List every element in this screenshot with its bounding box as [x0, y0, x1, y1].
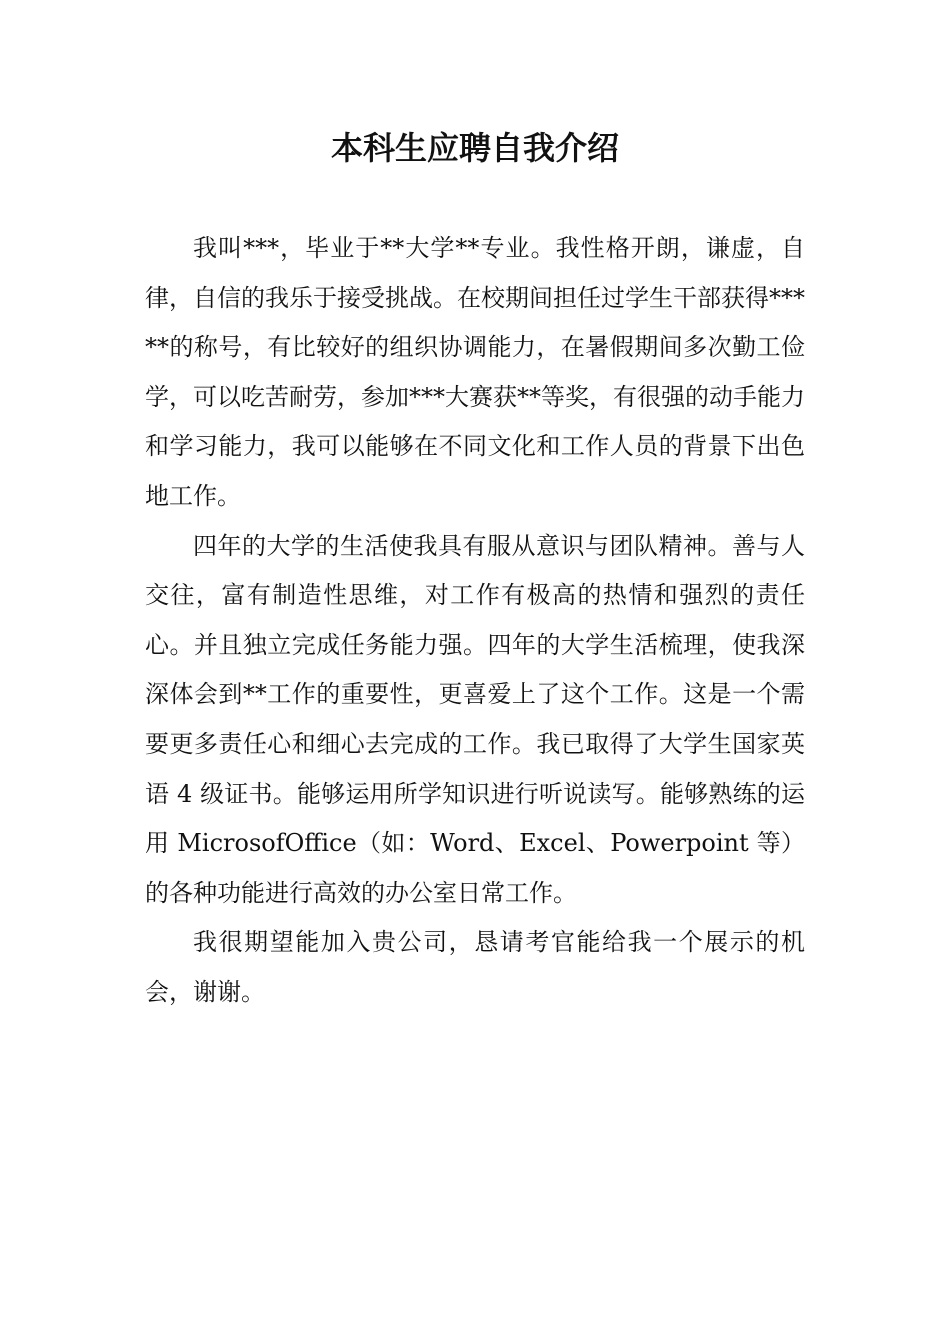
paragraph-closing: 我很期望能加入贵公司，恳请考官能给我一个展示的机会，谢谢。 — [145, 928, 805, 1006]
paragraph-experience: 四年的大学的生活使我具有服从意识与团队精神。善与人交往，富有制造性思维，对工作有极高的热情和强烈的责任心。并且独立完成任务能力强。四年的大学生活梳理，使我深深体会到**工作的重要性，更喜爱上了这个工作。这是一个需要更多责任心和细心去完成的工作。我已取得了大学生国家英语 4 级证书。能够运用所学知识进行听说读写。能够熟练的运用 MicrosofOffice（如：Word、Excel、Powerpoint 等）的各种功能进行高效的办公室日常工作。 — [145, 531, 805, 907]
document-title: 本科生应聘自我介绍 — [330, 129, 619, 167]
document-body — [145, 224, 805, 1018]
paragraph-intro: 我叫***，毕业于**大学**专业。我性格开朗，谦虚，自律，自信的我乐于接受挑战。在校期间担任过学生干部获得*****的称号，有比较好的组织协调能力，在暑假期间多次勤工俭学，可以吃苦耐劳，参加***大赛获**等奖，有很强的动手能力和学习能力，我可以能够在不同文化和工作人员的背景下出色地工作。 — [145, 234, 805, 510]
